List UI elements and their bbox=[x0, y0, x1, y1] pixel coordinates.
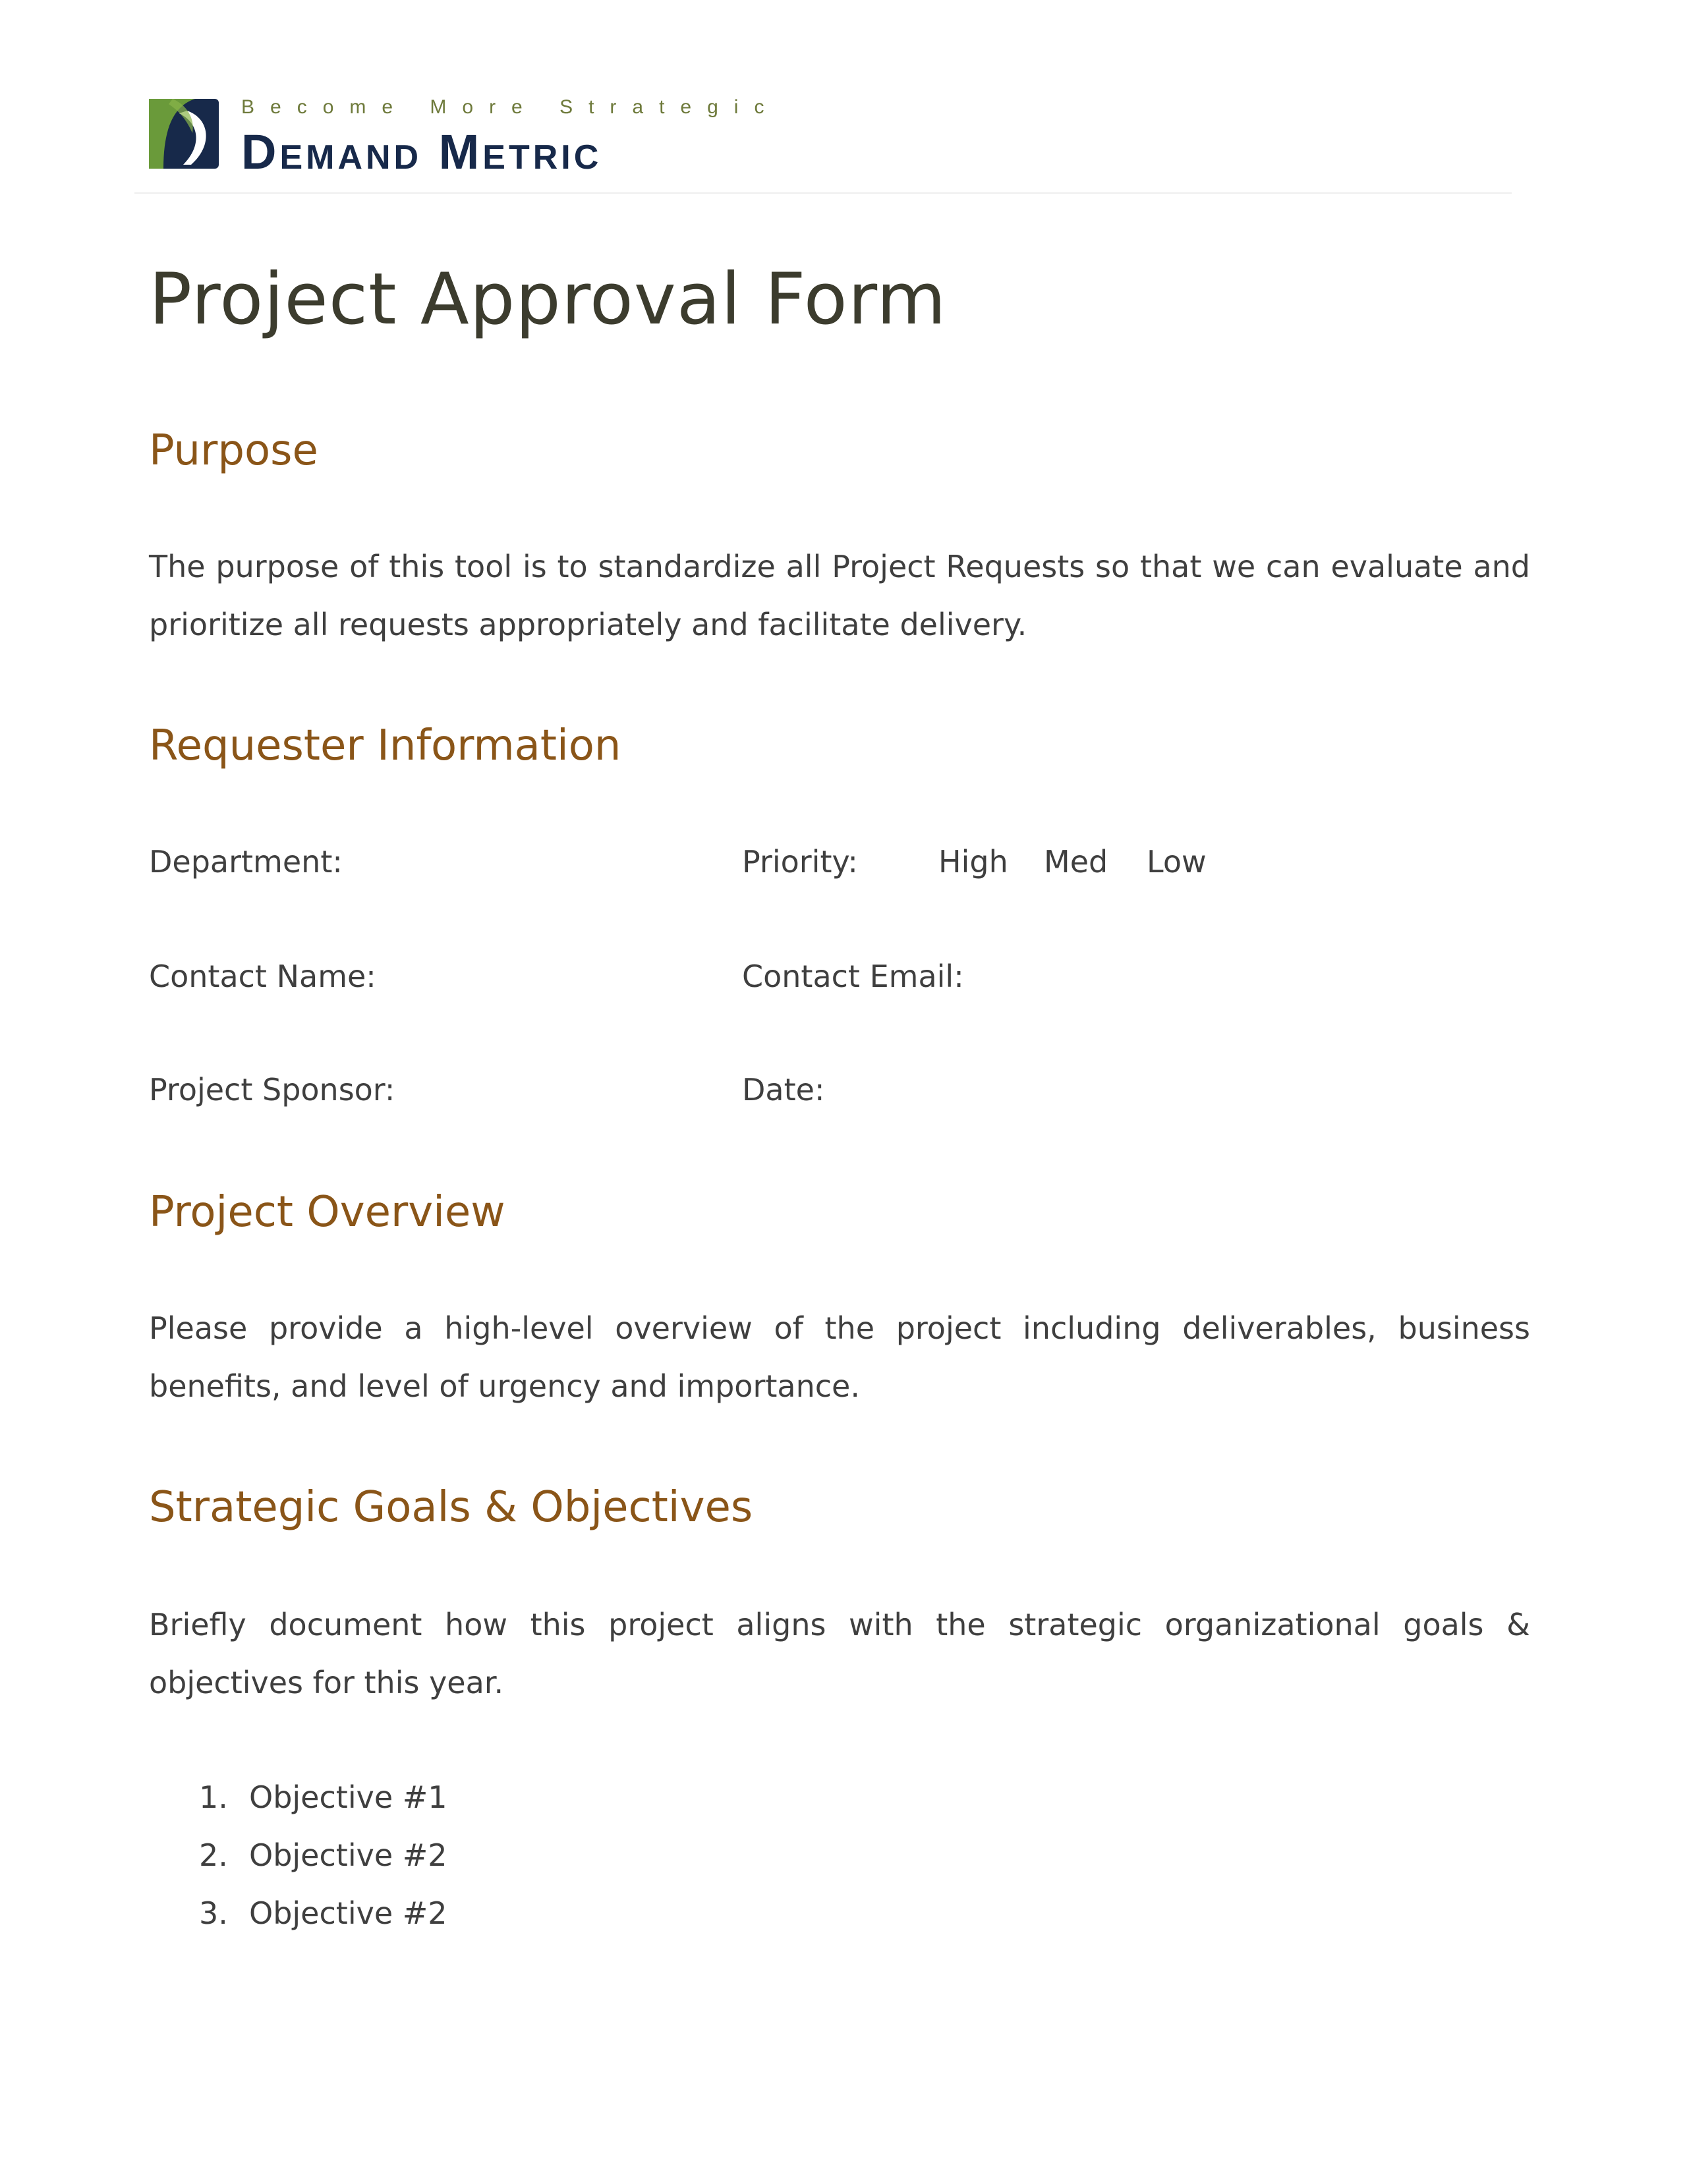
contact-name-label: Contact Name: bbox=[149, 959, 376, 994]
logo-brand-name: Demand Metric bbox=[241, 125, 602, 179]
strategic-goals-text: Briefly document how this project aligns with the strategic organizational goals & objectives for this year. bbox=[149, 1607, 1530, 1700]
page-title: Project Approval Form bbox=[149, 258, 947, 341]
list-number: 1. bbox=[199, 1779, 228, 1815]
priority-option-med[interactable]: Med bbox=[1044, 844, 1108, 880]
purpose-heading: Purpose bbox=[149, 426, 318, 475]
logo-tagline: Become More Strategic bbox=[241, 96, 780, 118]
contact-email-label: Contact Email: bbox=[742, 959, 964, 994]
objectives-list bbox=[199, 1768, 447, 1942]
list-item bbox=[199, 1826, 447, 1884]
objective-label: Objective #1 bbox=[249, 1779, 447, 1815]
company-logo bbox=[149, 96, 808, 179]
priority-option-low[interactable]: Low bbox=[1147, 844, 1207, 880]
strategic-goals-heading: Strategic Goals & Objectives bbox=[149, 1483, 753, 1532]
department-label: Department: bbox=[149, 844, 343, 880]
priority-option-high[interactable]: High bbox=[938, 844, 1008, 880]
project-sponsor-label: Project Sponsor: bbox=[149, 1072, 395, 1107]
project-overview-text: Please provide a high-level overview of the project including deliverables, business benefits, and level of urgency and importance. bbox=[149, 1310, 1530, 1404]
priority-label: Priority: bbox=[742, 844, 858, 880]
purpose-text: The purpose of this tool is to standardize all Project Requests so that we can evaluate and prioritize all requests appropriately and facilitate delivery. bbox=[149, 549, 1530, 642]
list-number: 3. bbox=[199, 1895, 228, 1931]
demand-metric-logo-icon bbox=[149, 99, 219, 169]
header-divider bbox=[134, 192, 1512, 194]
project-overview-heading: Project Overview bbox=[149, 1188, 505, 1237]
date-label: Date: bbox=[742, 1072, 825, 1107]
list-item bbox=[199, 1884, 447, 1942]
list-item bbox=[199, 1768, 447, 1826]
requester-info-heading: Requester Information bbox=[149, 721, 621, 770]
list-number: 2. bbox=[199, 1837, 228, 1873]
objective-label: Objective #2 bbox=[249, 1895, 447, 1931]
objective-label: Objective #2 bbox=[249, 1837, 447, 1873]
